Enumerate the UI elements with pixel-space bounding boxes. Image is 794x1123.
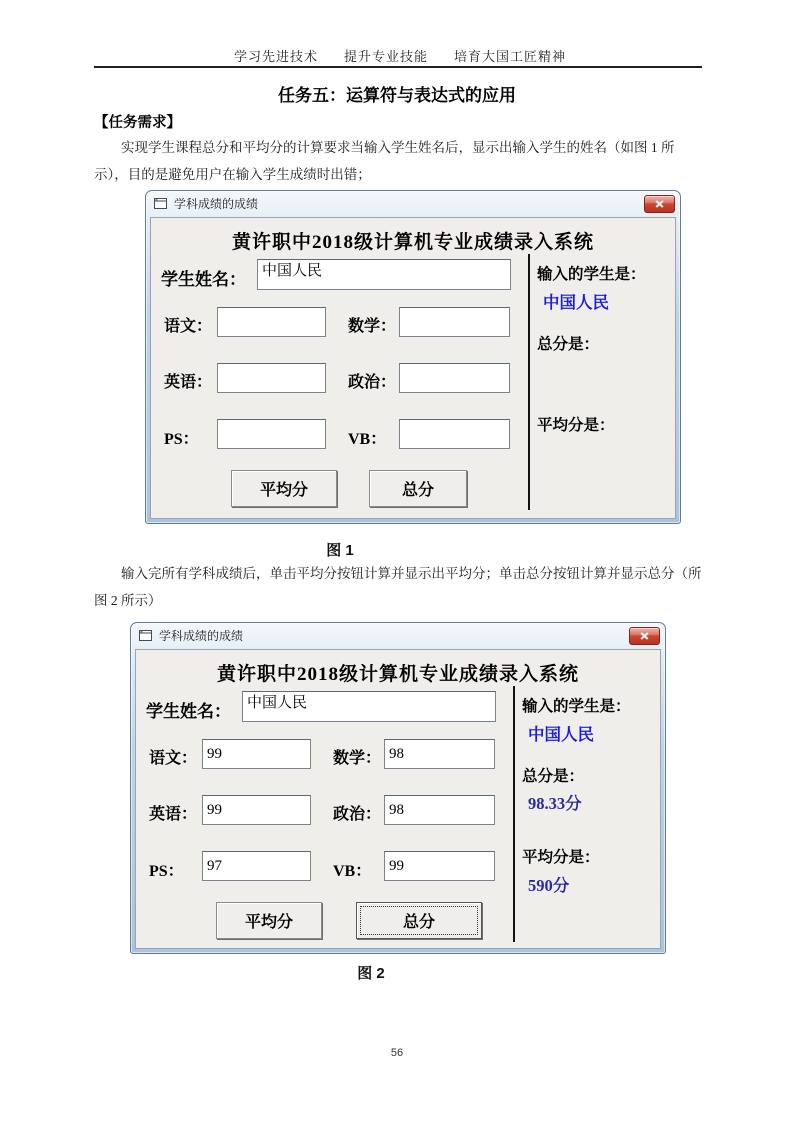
header-phrase: 培育大国工匠精神 — [454, 49, 567, 64]
form-window-2 — [130, 622, 666, 954]
titlebar[interactable] — [146, 191, 680, 216]
result-average-label: 平均分是： — [537, 417, 615, 434]
vb-label: VB： — [348, 431, 387, 448]
figure-caption-1: 图 1 — [326, 542, 354, 559]
english-label: 英语： — [164, 374, 213, 391]
titlebar[interactable] — [131, 623, 665, 648]
politics-label: 政治： — [348, 374, 397, 391]
close-x-icon — [655, 200, 664, 208]
result-total-value: 98.33分 — [528, 794, 582, 813]
result-student-value: 中国人民 — [528, 725, 594, 744]
ps-score-input[interactable] — [202, 851, 311, 881]
math-score-input[interactable] — [399, 307, 510, 337]
form-window-icon — [139, 629, 153, 642]
chinese-label: 语文： — [149, 750, 198, 767]
average-button[interactable]: 平均分 — [216, 902, 322, 939]
english-score-input[interactable] — [217, 363, 326, 393]
results-divider — [528, 254, 530, 510]
page-number: 56 — [390, 1047, 404, 1059]
math-label: 数学： — [333, 750, 382, 767]
vb-score-input[interactable] — [384, 851, 495, 881]
close-button[interactable] — [644, 195, 675, 213]
name-label: 学生姓名： — [146, 702, 231, 721]
chinese-score-input[interactable] — [217, 307, 326, 337]
result-average-label: 平均分是： — [522, 849, 600, 866]
header-rule — [94, 66, 702, 68]
result-average-value: 590分 — [528, 876, 570, 895]
average-button[interactable]: 平均分 — [231, 470, 337, 507]
figure-caption-2: 图 2 — [357, 965, 385, 982]
window-title: 学科成绩的成绩 — [159, 629, 244, 643]
ps-label: PS： — [164, 431, 199, 448]
result-student-value: 中国人民 — [543, 293, 609, 312]
form-client-area — [150, 217, 676, 519]
name-input[interactable] — [242, 691, 496, 722]
window-title: 学科成绩的成绩 — [174, 197, 259, 211]
english-score-input[interactable] — [202, 795, 311, 825]
body-paragraph-1: 实现学生课程总分和平均分的计算要求当输入学生姓名后，显示出输入学生的姓名（如图 1 所示），目的是避免用户在输入学生成绩时出错； — [94, 140, 675, 182]
total-button[interactable]: 总分 — [356, 902, 482, 939]
header-phrase: 学习先进技术 — [233, 49, 318, 64]
body-paragraph-2: 输入完所有学科成绩后，单击平均分按钮计算并显示出平均分；单击总分按钮计算并显示总分（所图 2 所示） — [94, 566, 702, 608]
politics-label: 政治： — [333, 806, 382, 823]
page-header — [94, 46, 706, 65]
result-student-label: 输入的学生是： — [537, 266, 646, 283]
result-total-label: 总分是： — [537, 336, 600, 353]
header-phrase: 提升专业技能 — [343, 49, 428, 64]
form-window-icon — [154, 197, 168, 210]
results-divider — [513, 686, 515, 942]
section-heading: 【任务需求】 — [94, 115, 181, 131]
ps-label: PS： — [149, 863, 184, 880]
vb-score-input[interactable] — [399, 419, 510, 449]
math-label: 数学： — [348, 318, 397, 335]
close-x-icon — [640, 632, 649, 640]
close-button[interactable] — [629, 627, 660, 645]
form-heading: 黄许职中2018级计算机专业成绩录入系统 — [231, 232, 594, 253]
result-total-label: 总分是： — [522, 768, 585, 785]
vb-label: VB： — [333, 863, 372, 880]
name-label: 学生姓名： — [161, 270, 246, 289]
ps-score-input[interactable] — [217, 419, 326, 449]
total-button[interactable]: 总分 — [369, 470, 467, 507]
math-score-input[interactable] — [384, 739, 495, 769]
chinese-score-input[interactable] — [202, 739, 311, 769]
english-label: 英语： — [149, 806, 198, 823]
form-client-area — [135, 649, 661, 949]
form-window-1 — [145, 190, 681, 524]
politics-score-input[interactable] — [384, 795, 495, 825]
chinese-label: 语文： — [164, 318, 213, 335]
politics-score-input[interactable] — [399, 363, 510, 393]
form-heading: 黄许职中2018级计算机专业成绩录入系统 — [216, 664, 579, 685]
name-input[interactable] — [257, 259, 511, 290]
doc-title: 任务五：运算符与表达式的应用 — [278, 86, 516, 105]
result-student-label: 输入的学生是： — [522, 698, 631, 715]
